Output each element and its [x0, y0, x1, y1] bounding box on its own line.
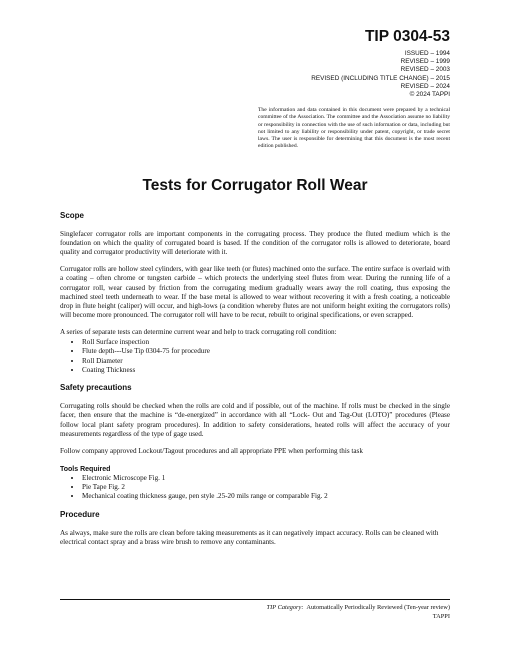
- safety-heading: Safety precautions: [60, 383, 132, 393]
- list-item: • Mechanical coating thickness gauge, pen style .25-20 mils range or comparable Fig. 2: [82, 492, 450, 501]
- revision-line: REVISED (INCLUDING TITLE CHANGE) – 2015: [311, 74, 450, 82]
- list-item: • Pie Tape Fig. 2: [82, 483, 450, 492]
- list-item: • Flute depth---Use Tip 0304-75 for procedure: [82, 347, 450, 356]
- document-title: Tests for Corrugator Roll Wear: [142, 177, 368, 194]
- revision-history: [311, 50, 450, 99]
- scope-paragraph: Corrugator rolls are hollow steel cylinders, with gear like teeth (or flutes) machined onto the surface. The entire surface is overlaid with a coating – often chrome or tungsten carbide – which protects the underlying steel flutes from wear. During the running life of a corrugator roll, wear caused by friction from the corrugating medium gradually wears away the roll coating, thus exposing the machined steel teeth underneath to wear. If the base metal is allowed to wear without recovering it with a fresh coating, a noticeable drop in flute height (caliper) will occur, and high-lows (a condition whereby flutes are not uniform height exiting the corrugators rolls) will become more pronounced. The corrugator roll will have to be recut, rebuilt to original specifications, or even scrapped.: [60, 265, 450, 320]
- page-footer: [267, 603, 450, 621]
- list-item: • Coating Thickness: [82, 366, 450, 375]
- revision-line: REVISED – 1999: [400, 58, 450, 66]
- tools-list: [60, 474, 450, 502]
- list-item: • Roll Surface inspection: [82, 338, 450, 347]
- procedure-heading: Procedure: [60, 509, 100, 519]
- safety-paragraph: Follow company approved Lockout/Tagout procedures and all appropriate PPE when performing this task: [60, 446, 363, 455]
- scope-heading: Scope: [60, 211, 85, 220]
- document-id: TIP 0304-53: [364, 28, 450, 45]
- tests-list: [60, 338, 450, 375]
- copyright-line: © 2024 TAPPI: [409, 91, 450, 99]
- list-item: • Electronic Microscope Fig. 1: [82, 474, 450, 483]
- category-value: Automatically Periodically Reviewed (Ten-year review): [303, 604, 450, 611]
- revision-line: REVISED – 2024: [400, 82, 450, 90]
- revision-line: ISSUED – 1994: [404, 50, 450, 57]
- footer-divider: [60, 599, 450, 600]
- scope-paragraph: Singlefacer corrugator rolls are important components in the corrugating process. They produce the fluted medium which is the foundation on which the quality of corrugated board is based. If the condition of the corrugator rolls is allowed to deteriorate, board quality and corrugator productivity will deteriorate with it.: [60, 230, 450, 257]
- tools-heading: Tools Required: [60, 465, 111, 473]
- footer-category: [267, 603, 450, 612]
- footer-org: TAPPI: [432, 613, 450, 620]
- document-body: [60, 211, 450, 555]
- revision-line: REVISED – 2003: [400, 66, 450, 74]
- procedure-paragraph: As always, make sure the rolls are clean before taking measurements as it can negatively impact accuracy. Rolls can be cleaned with electrical contact spray and a brass wire brush to remove any contaminants.: [60, 528, 439, 546]
- disclaimer-text: The information and data contained in this document were prepared by a technical committee of the Association. The committee and the Association assume no liability or responsibility in connection with the use of such information or data, including but not limited to any liability or responsibility under patent, copyright, or trade secret laws. The user is responsible for determining that this document is the most recent edition published.: [258, 107, 450, 150]
- list-item: • Roll Diameter: [82, 357, 450, 366]
- category-label: TIP Category:: [266, 604, 304, 611]
- scope-paragraph: A series of separate tests can determine current wear and help to track corrugating roll condition:: [60, 327, 337, 336]
- safety-paragraph: Corrugating rolls should be checked when the rolls are cold and if possible, out of the machine. If rolls must be checked in the single facer, then ensure that the machine is “de-energized” in accordance with all “Lock- Out and Tag-Out (LOTO)” procedures (Please follow local plant safety program procedures). In addition to safety considerations, heated rolls will affect the accuracy of your measurements regardless of the type of gage used.: [60, 402, 450, 438]
